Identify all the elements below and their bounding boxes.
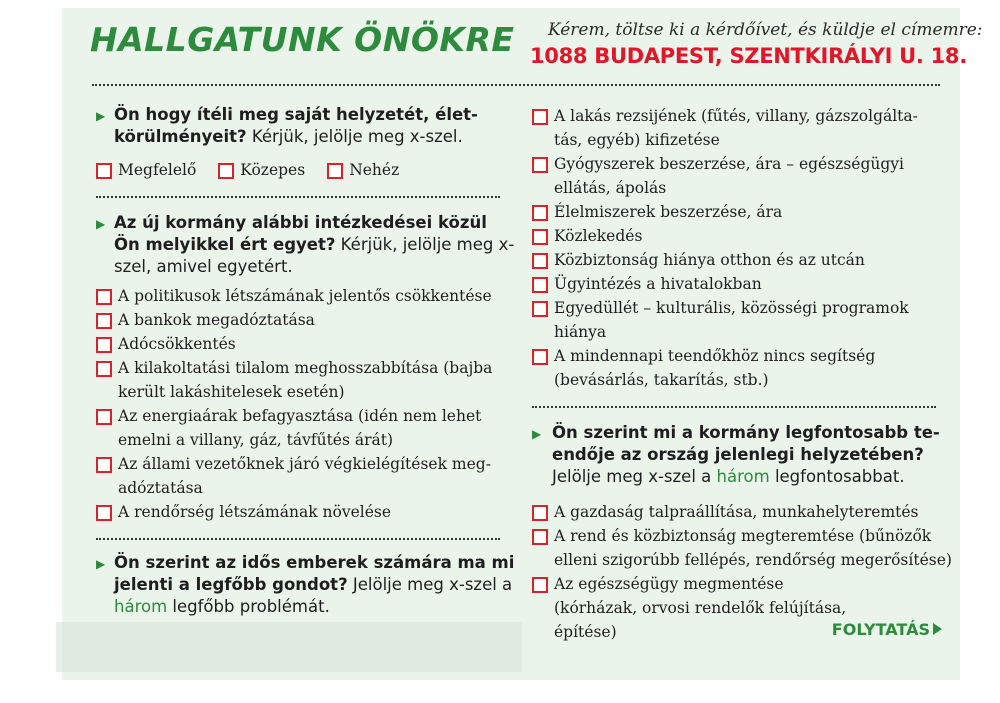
mailing-instruction: Kérem, töltse ki a kérdőívet, és küldje el címemre: bbox=[548, 20, 983, 40]
checkbox[interactable] bbox=[96, 361, 112, 377]
checkbox[interactable] bbox=[532, 157, 548, 173]
play-arrow-icon bbox=[933, 623, 942, 635]
header-divider bbox=[92, 84, 940, 86]
question-3: ▶ Ön szerint az idős emberek számára ma mi jelenti a legfőbb gondot? Jelölje meg x-szel a három legfőbb problémát. bbox=[96, 553, 515, 616]
arrow-icon: ▶ bbox=[96, 557, 106, 571]
checkbox[interactable] bbox=[96, 289, 112, 305]
q2-option[interactable]: Adócsökkentés bbox=[96, 332, 516, 356]
checkbox[interactable] bbox=[96, 505, 112, 521]
checkbox[interactable] bbox=[532, 505, 548, 521]
q1-option[interactable]: Megfelelő bbox=[96, 158, 196, 182]
checkbox[interactable] bbox=[96, 313, 112, 329]
q2-option[interactable]: A kilakoltatási tilalom meghosszabbítása (bajba került lakáshitelesek esetén) bbox=[96, 356, 516, 404]
question-1: ▶ Ön hogy ítéli meg saját helyzetét, élet-körülményeit? Kérjük, jelölje meg x-szel. bbox=[96, 105, 478, 146]
checkbox[interactable] bbox=[96, 163, 112, 179]
arrow-icon: ▶ bbox=[96, 217, 106, 231]
q1-option[interactable]: Közepes bbox=[218, 158, 305, 182]
q3-option[interactable]: Gyógyszerek beszerzése, ára – egészségügyi ellátás, ápolás bbox=[532, 152, 946, 200]
checkbox[interactable] bbox=[532, 109, 548, 125]
q2-option[interactable]: Az állami vezetőknek járó végkielégítések meg-adóztatása bbox=[96, 452, 516, 500]
q4-option[interactable]: A gazdaság talpraállítása, munkahelyteremtés bbox=[532, 500, 974, 524]
checkbox[interactable] bbox=[532, 205, 548, 221]
q3-option[interactable]: Egyedüllét – kulturális, közösségi programok hiánya bbox=[532, 296, 946, 344]
question-4: ▶ Ön szerint mi a kormány legfontosabb te-endője az ország jelenlegi helyzetében? Jelölje meg x-szel a három legfontosabbat. bbox=[532, 423, 940, 486]
q2-option[interactable]: Az energiaárak befagyasztása (idén nem lehet emelni a villany, gáz, távfűtés árát) bbox=[96, 404, 516, 452]
checkbox[interactable] bbox=[532, 349, 548, 365]
q3-option[interactable]: A mindennapi teendőkhöz nincs segítség (bevásárlás, takarítás, stb.) bbox=[532, 344, 946, 392]
bleed-through-band bbox=[56, 622, 522, 672]
right-column bbox=[532, 104, 952, 644]
checkbox[interactable] bbox=[532, 253, 548, 269]
q3-option[interactable]: Közbiztonság hiánya otthon és az utcán bbox=[532, 248, 946, 272]
q1-options bbox=[96, 158, 516, 182]
checkbox[interactable] bbox=[532, 577, 548, 593]
q3-option[interactable]: Közlekedés bbox=[532, 224, 946, 248]
q3-option[interactable]: Élelmiszerek beszerzése, ára bbox=[532, 200, 946, 224]
q2-option[interactable]: A politikusok létszámának jelentős csökkentése bbox=[96, 284, 516, 308]
checkbox[interactable] bbox=[96, 457, 112, 473]
q2-option[interactable]: A bankok megadóztatása bbox=[96, 308, 516, 332]
checkbox[interactable] bbox=[96, 337, 112, 353]
left-column bbox=[96, 104, 516, 618]
checkbox[interactable] bbox=[532, 277, 548, 293]
survey-title: HALLGATUNK ÖNÖKRE bbox=[90, 20, 515, 59]
question-2: ▶ Az új kormány alábbi intézkedései közül Ön melyikkel ért egyet? Kérjük, jelölje meg x-szel, amivel egyetért. bbox=[96, 213, 515, 276]
q3-option[interactable]: A lakás rezsijének (fűtés, villany, gázszolgálta-tás, egyéb) kifizetése bbox=[532, 104, 946, 152]
checkbox[interactable] bbox=[327, 163, 343, 179]
q2-option[interactable]: A rendőrség létszámának növelése bbox=[96, 500, 516, 524]
arrow-icon: ▶ bbox=[532, 427, 542, 441]
mailing-address: 1088 BUDAPEST, SZENTKIRÁLYI U. 18. bbox=[530, 44, 967, 68]
checkbox[interactable] bbox=[96, 409, 112, 425]
q3-option[interactable]: Ügyintézés a hivatalokban bbox=[532, 272, 946, 296]
checkbox[interactable] bbox=[532, 529, 548, 545]
section-divider bbox=[96, 196, 500, 198]
q4-option[interactable]: Az egészségügy megmentése (kórházak, orvosi rendelők felújítása, építése) bbox=[532, 572, 860, 644]
continue-link[interactable]: FOLYTATÁS bbox=[832, 620, 942, 639]
q2-options bbox=[96, 284, 516, 524]
section-divider bbox=[96, 538, 500, 540]
section-divider bbox=[532, 406, 936, 408]
checkbox[interactable] bbox=[532, 301, 548, 317]
checkbox[interactable] bbox=[218, 163, 234, 179]
q4-option[interactable]: A rend és közbiztonság megteremtése (bűnözők elleni szigorúbb fellépés, rendőrség megerősítése) bbox=[532, 524, 974, 572]
q1-option[interactable]: Nehéz bbox=[327, 158, 399, 182]
checkbox[interactable] bbox=[532, 229, 548, 245]
q3-options bbox=[532, 104, 946, 392]
arrow-icon: ▶ bbox=[96, 109, 106, 123]
